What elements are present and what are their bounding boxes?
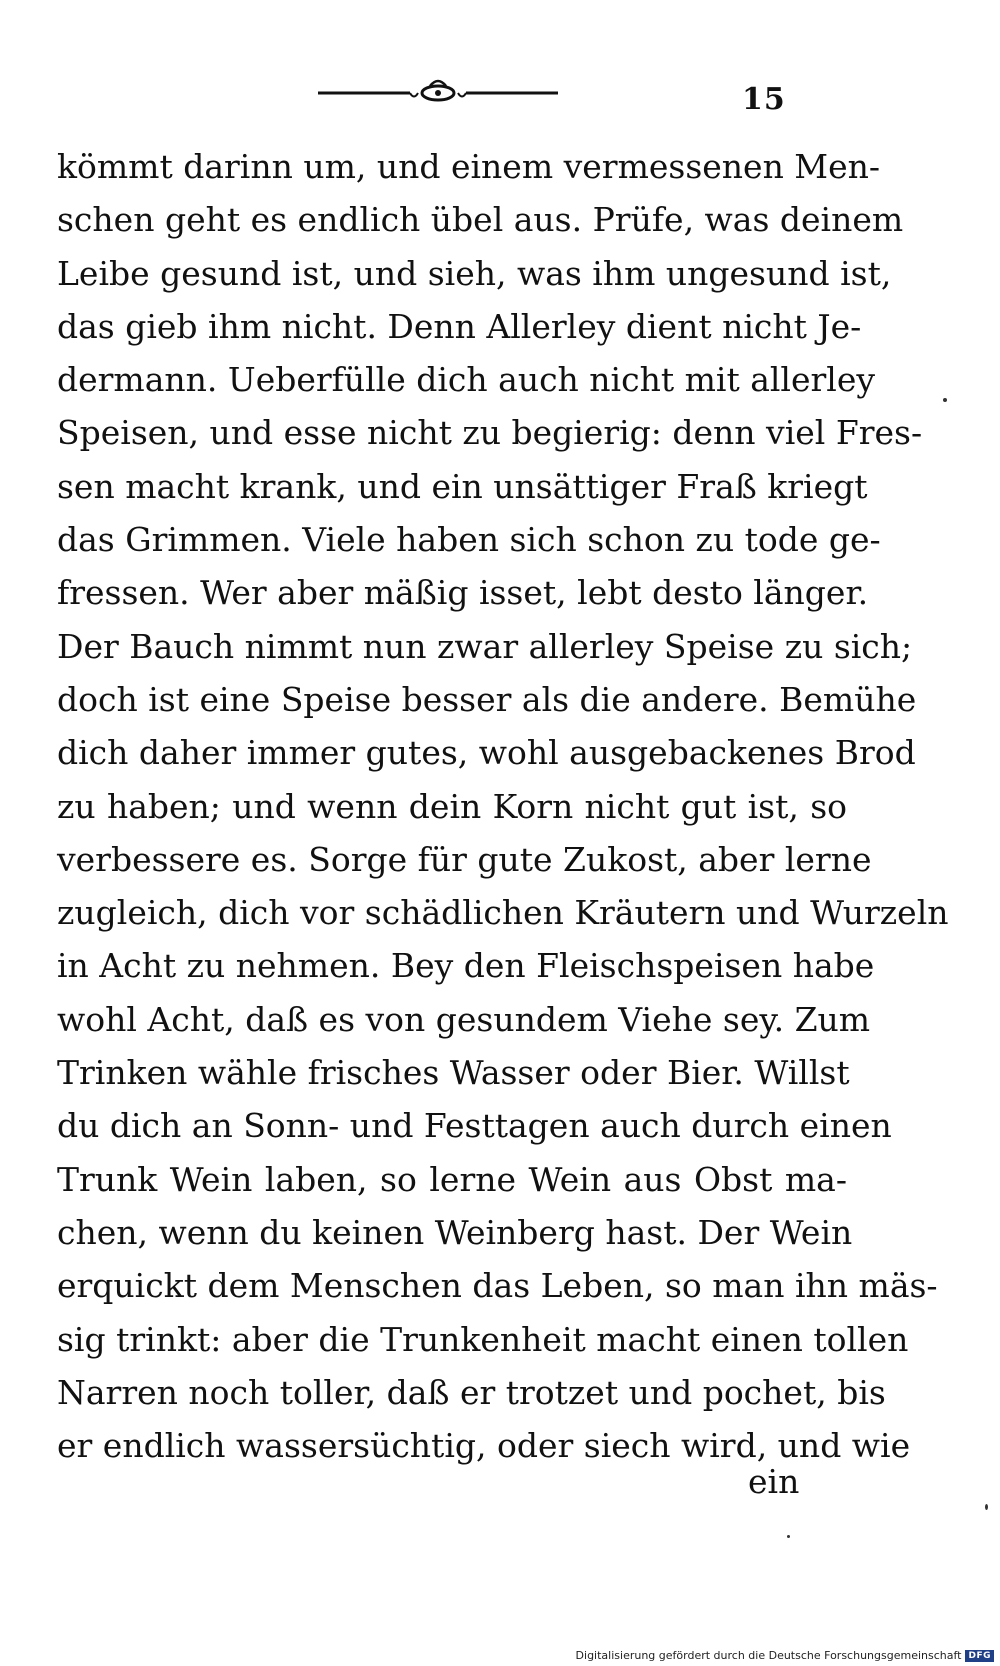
text-line: Leibe gesund ist, und sieh, was ihm ungesund ist, [57, 253, 892, 293]
text-line: sig trinkt: aber die Trunkenheit macht einen tollen [57, 1319, 909, 1359]
text-line: kömmt darinn um, und einem vermessenen Men- [57, 147, 881, 186]
text-line: Trinken wähle frisches Wasser oder Bier. Willst [57, 1053, 850, 1093]
digitization-footer [576, 1649, 994, 1662]
ornament-rule-icon [318, 78, 558, 108]
text-line: verbessere es. Sorge für gute Zukost, aber lerne [57, 839, 872, 879]
text-line: Der Bauch nimmt nun zwar allerley Speise zu sich; [57, 626, 913, 666]
text-line: dermann. Ueberfülle dich auch nicht mit allerley [57, 360, 876, 400]
text-line: Trunk Wein laben, so lerne Wein aus Obst ma- [57, 1159, 847, 1199]
text-line: das gieb ihm nicht. Denn Allerley dient nicht Je- [57, 306, 862, 346]
text-line: doch ist eine Speise besser als die andere. Bemühe [57, 679, 917, 719]
text-line: zugleich, dich vor schädlichen Kräutern und Wurzeln [57, 893, 949, 933]
text-line: das Grimmen. Viele haben sich schon zu tode ge- [57, 520, 881, 560]
ink-speck [787, 1535, 790, 1538]
text-line: zu haben; und wenn dein Korn nicht gut ist, so [57, 786, 847, 826]
text-line: wohl Acht, daß es von gesundem Viehe sey. Zum [57, 999, 871, 1039]
text-line: er endlich wassersüchtig, oder siech wird, und wie [57, 1426, 911, 1466]
text-line: chen, wenn du keinen Weinberg hast. Der Wein [57, 1212, 853, 1252]
text-line: dich daher immer gutes, wohl ausgebackenes Brod [57, 733, 916, 773]
dfg-logo: DFG [965, 1650, 994, 1662]
footer-credit: Digitalisierung gefördert durch die Deutsche Forschungsgemeinschaft [575, 1649, 962, 1662]
page-number: 15 [742, 82, 786, 117]
text-line: sen macht krank, und ein unsättiger Fraß kriegt [57, 466, 868, 506]
catchword: ein [748, 1462, 800, 1501]
body-text [57, 140, 949, 1472]
text-line: schen geht es endlich übel aus. Prüfe, was deinem [57, 200, 904, 240]
text-line: fressen. Wer aber mäßig isset, lebt desto länger. [57, 573, 869, 613]
text-line: Narren noch toller, daß er trotzet und pochet, bis [57, 1372, 886, 1412]
text-line: Speisen, und esse nicht zu begierig: denn viel Fres- [57, 413, 923, 453]
ink-speck [943, 398, 947, 402]
text-line: erquickt dem Menschen das Leben, so man ihn mäs- [57, 1266, 938, 1306]
text-line: in Acht zu nehmen. Bey den Fleischspeisen habe [57, 946, 875, 986]
text-line: du dich an Sonn- und Festtagen auch durch einen [57, 1106, 892, 1146]
ink-speck [985, 1504, 988, 1510]
